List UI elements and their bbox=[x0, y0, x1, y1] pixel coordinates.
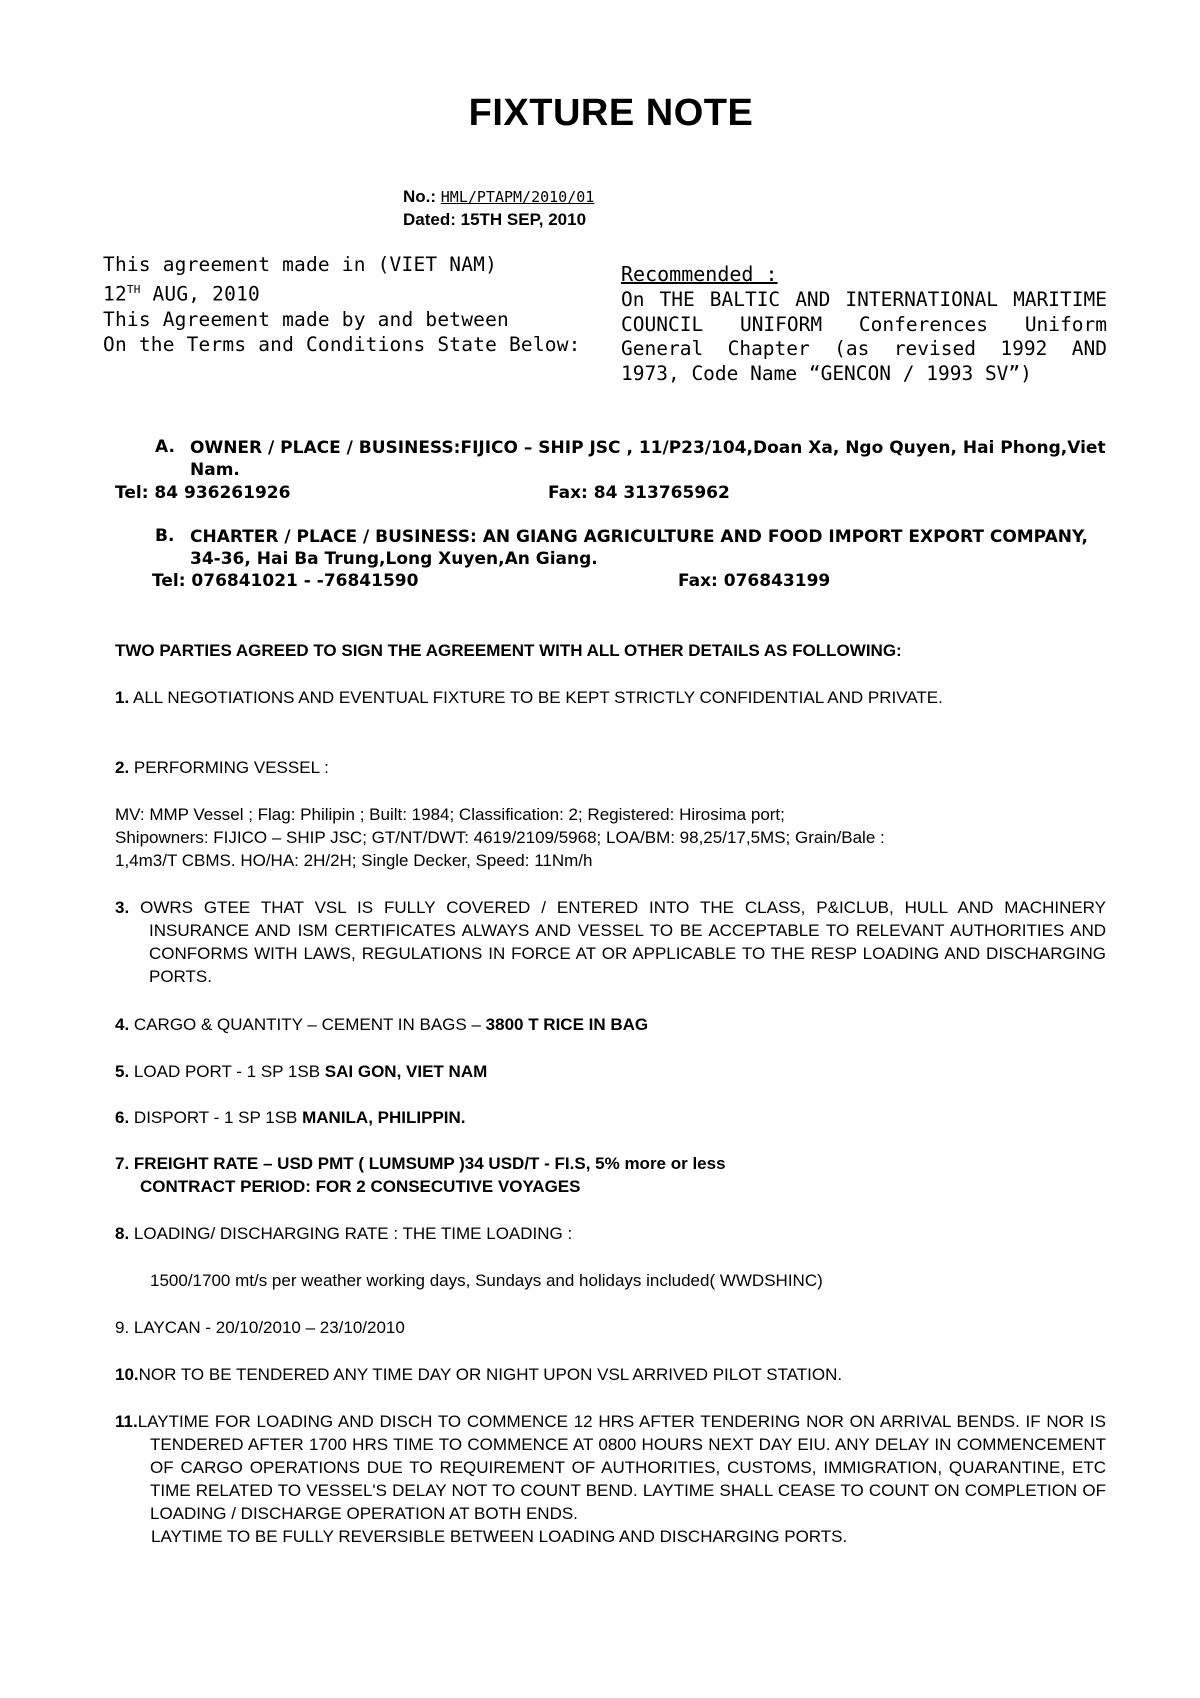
owner-tel: Tel: 84 936261926 bbox=[115, 483, 291, 503]
fixture-date bbox=[403, 210, 586, 230]
contract-period: CONTRACT PERIOD: FOR 2 CONSECUTIVE VOYAGES bbox=[140, 1177, 581, 1196]
clause-9-laycan: 9. LAYCAN - 20/10/2010 – 23/10/2010 bbox=[115, 1318, 405, 1337]
charterer-tel: Tel: 076841021 - -76841590 bbox=[152, 571, 419, 591]
clause-10: 10.NOR TO BE TENDERED ANY TIME DAY OR NIGHT UPON VSL ARRIVED PILOT STATION. bbox=[115, 1365, 843, 1384]
freight-rate: 7. FREIGHT RATE – USD PMT ( LUMSUMP )34 USD/T - FI.S, 5% more or less bbox=[115, 1154, 726, 1173]
agreement-intro bbox=[103, 252, 581, 357]
laytime-reversible: LAYTIME TO BE FULLY REVERSIBLE BETWEEN LOADING AND DISCHARGING PORTS. bbox=[151, 1527, 848, 1546]
party-charterer bbox=[155, 526, 1135, 572]
vessel-line-3: 1,4m3/T CBMS. HO/HA: 2H/2H; Single Decker, Speed: 11Nm/h bbox=[115, 851, 593, 870]
fixture-date-value: 15TH SEP, 2010 bbox=[460, 210, 587, 229]
recommended-text: On THE BALTIC AND INTERNATIONAL MARITIME COUNCIL UNIFORM Conferences Uniform General Chapter (as revised 1992 AND 1973, Code Name “GENCON / 1993 SV”) bbox=[621, 288, 1107, 385]
vessel-line-2: Shipowners: FIJICO – SHIP JSC; GT/NT/DWT: 4619/2109/5968; LOA/BM: 98,25/17,5MS; Grain/Bale : bbox=[115, 828, 885, 847]
clause-5: 5. LOAD PORT - 1 SP 1SB SAI GON, VIET NAM bbox=[115, 1062, 488, 1081]
fixture-date-label: Dated: bbox=[403, 210, 456, 229]
vessel-line-1: MV: MMP Vessel ; Flag: Philipin ; Built: 1984; Classification: 2; Registered: Hirosima port; bbox=[115, 805, 785, 824]
party-charterer-letter: B. bbox=[155, 526, 175, 546]
clause-1: 1. ALL NEGOTIATIONS AND EVENTUAL FIXTURE TO BE KEPT STRICTLY CONFIDENTIAL AND PRIVATE. bbox=[115, 688, 943, 707]
party-owner-text: OWNER / PLACE / BUSINESS:FIJICO – SHIP JSC , 11/P23/104,Doan Xa, Ngo Quyen, Hai Phong,Viet Nam. bbox=[190, 438, 1106, 480]
fixture-number-value: HML/PTAPM/2010/01 bbox=[440, 188, 595, 206]
clause-7 bbox=[115, 1152, 1106, 1198]
party-owner bbox=[155, 437, 1135, 483]
recommended-heading: Recommended : bbox=[621, 262, 778, 286]
intro-terms: On the Terms and Conditions State Below: bbox=[103, 332, 581, 356]
vessel-details bbox=[115, 803, 1106, 872]
document-title: FIXTURE NOTE bbox=[468, 92, 754, 134]
party-charterer-text: CHARTER / PLACE / BUSINESS: AN GIANG AGRICULTURE AND FOOD IMPORT EXPORT COMPANY, 34-36, Hai Ba Trung,Long Xuyen,An Giang. bbox=[190, 527, 1088, 569]
party-owner-letter: A. bbox=[155, 437, 175, 457]
intro-date: 12TH AUG, 2010 bbox=[103, 282, 260, 306]
clause-4: 4. CARGO & QUANTITY – CEMENT IN BAGS – 3800 T RICE IN BAG bbox=[115, 1015, 649, 1034]
owner-fax: Fax: 84 313765962 bbox=[548, 483, 730, 503]
loading-rate: 1500/1700 mt/s per weather working days, Sundays and holidays included( WWDSHINC) bbox=[150, 1271, 823, 1290]
clause-11: 11.LAYTIME FOR LOADING AND DISCH TO COMMENCE 12 HRS AFTER TENDERING NOR ON ARRIVAL BENDS. IF NOR IS TENDERED AFTER 1700 HRS TIME TO COMMENCE AT 0800 HOURS NEXT DAY EIU. ANY DELAY IN COMMENCEMENT OF CARGO OPERATIONS DUE TO REQUIREMENT OF AUTHORITIES, CUSTOMS, IMMIGRATION, QUARANTINE, ETC TIME RELATED TO VESSEL'S DELAY NOT TO COUNT BEND. LAYTIME SHALL CEASE TO COUNT ON COMPLETION OF LOADING / DISCHARGE OPERATION AT BOTH ENDS. LAYTIME TO BE FULLY REVERSIBLE BETWEEN LOADING AND DISCHARGING PORTS. bbox=[115, 1412, 1106, 1546]
intro-between: This Agreement made by and between bbox=[103, 307, 509, 331]
clause-6: 6. DISPORT - 1 SP 1SB MANILA, PHILIPPIN. bbox=[115, 1108, 466, 1127]
clause-8: 8. LOADING/ DISCHARGING RATE : THE TIME LOADING : bbox=[115, 1224, 573, 1243]
fixture-number-label: No.: bbox=[403, 187, 437, 206]
clause-3: 3. OWRS GTEE THAT VSL IS FULLY COVERED / ENTERED INTO THE CLASS, P&ICLUB, HULL AND MACHINERY INSURANCE AND ISM CERTIFICATES ALWAYS AND VESSEL TO BE ACCEPTABLE TO RELEVANT AUTHORITIES AND CONFORMS WITH LAWS, REGULATIONS IN FORCE AT OR APPLICABLE TO THE RESP LOADING AND DISCHARGING PORTS. bbox=[115, 898, 1106, 986]
charterer-fax: Fax: 076843199 bbox=[678, 571, 831, 591]
fixture-number bbox=[403, 187, 594, 207]
agreement-heading: TWO PARTIES AGREED TO SIGN THE AGREEMENT WITH ALL OTHER DETAILS AS FOLLOWING: bbox=[115, 641, 902, 660]
clause-2: 2. PERFORMING VESSEL : bbox=[115, 758, 329, 777]
intro-place: This agreement made in (VIET NAM) bbox=[103, 253, 498, 276]
